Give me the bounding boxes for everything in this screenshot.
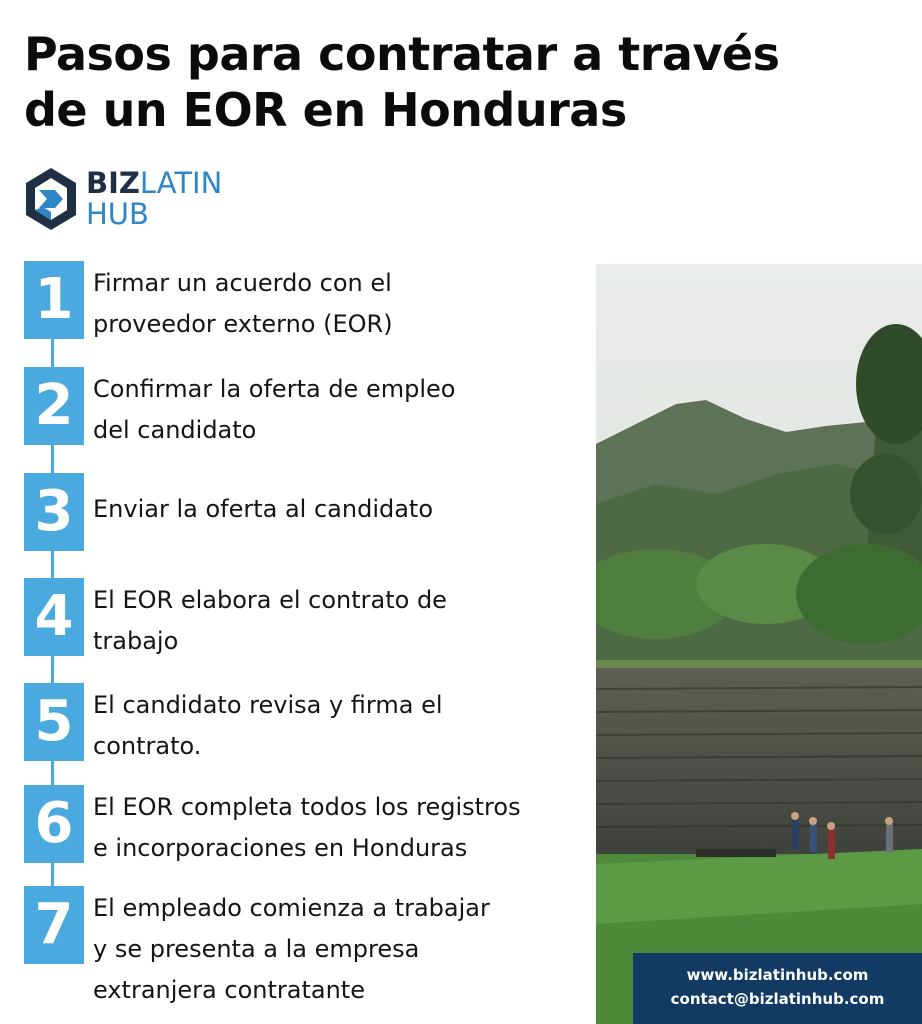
title-line-1: Pasos para contratar a través: [24, 27, 780, 81]
step-text: Enviar la oferta al candidato: [93, 495, 434, 523]
biz-latin-hub-logo: [22, 166, 262, 236]
step-4: [24, 578, 594, 668]
step-number-badge: 1: [24, 261, 84, 339]
step-text: El candidato revisa y firma el contrato.: [93, 691, 443, 760]
biz-latin-hub-logo-icon: [22, 166, 80, 232]
logo-hub: HUB: [86, 197, 149, 231]
step-6: [24, 785, 594, 875]
step-text: El empleado comienza a trabajar y se presenta a la empresa extranjera contratante: [93, 894, 490, 1004]
landscape-illustration: [596, 264, 922, 1024]
logo-wordmark: [86, 168, 222, 230]
step-1: [24, 261, 594, 351]
step-number-badge: 2: [24, 367, 84, 445]
step-number-badge: 6: [24, 785, 84, 863]
logo-biz: BIZ: [86, 166, 140, 200]
step-text: Confirmar la oferta de empleo del candidato: [93, 375, 456, 444]
step-number-badge: 5: [24, 683, 84, 761]
step-number-badge: 3: [24, 473, 84, 551]
page-title: [24, 26, 904, 138]
website-link[interactable]: www.bizlatinhub.com: [686, 966, 869, 984]
step-3: [24, 473, 594, 563]
step-5: [24, 683, 594, 773]
mayan-ruins-landscape-photo: [596, 264, 922, 1024]
title-line-2: de un EOR en Honduras: [24, 83, 627, 137]
step-text: El EOR elabora el contrato de trabajo: [93, 586, 447, 655]
step-number-badge: 7: [24, 886, 84, 964]
step-text: Firmar un acuerdo con el proveedor externo (EOR): [93, 269, 393, 338]
step-text: El EOR completa todos los registros e incorporaciones en Honduras: [93, 793, 521, 862]
logo-latin: LATIN: [139, 166, 223, 200]
step-2: [24, 367, 594, 457]
contact-box: [633, 953, 922, 1024]
step-7: [24, 886, 594, 1004]
email-link[interactable]: contact@bizlatinhub.com: [670, 990, 885, 1008]
step-number-badge: 4: [24, 578, 84, 656]
